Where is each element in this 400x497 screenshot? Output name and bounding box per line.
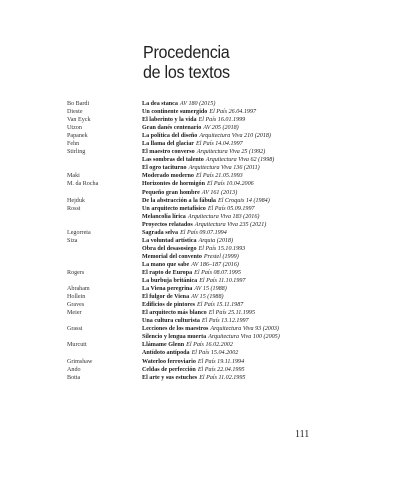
entry-source: Arquitectura Viva 136 (2011) bbox=[188, 165, 260, 172]
entry-source: El País 16.01.1999 bbox=[198, 117, 246, 124]
entry-source: El País 26.04.1997 bbox=[209, 109, 257, 116]
entry-source: El País 25.11.1995 bbox=[208, 310, 255, 317]
entry-source: El País 21.05.1993 bbox=[195, 173, 243, 180]
entry-author bbox=[67, 221, 142, 229]
entry-author: Botta bbox=[67, 374, 81, 381]
entry-title: Una cultura culturista bbox=[142, 318, 200, 325]
list-item bbox=[67, 301, 387, 309]
entry-title: De la abstracción a la fábula bbox=[142, 197, 216, 204]
entry-source: Arquitectura Viva 93 (2003) bbox=[210, 326, 279, 333]
entry-source: El País 08.07.1995 bbox=[194, 269, 241, 276]
entry-title: Proyectos relatados bbox=[142, 221, 193, 228]
entry-author: Fehn bbox=[67, 141, 80, 148]
entry-author bbox=[67, 245, 142, 253]
list-item bbox=[67, 124, 387, 132]
entry-author: Van Eyck bbox=[67, 117, 91, 124]
list-item bbox=[67, 285, 387, 293]
entry-title: El maestro converso bbox=[142, 149, 195, 156]
entry-title: Lecciones de los maestros bbox=[142, 326, 209, 333]
entry-author: Papanek bbox=[67, 133, 88, 140]
entry-source: Arquitectura Viva 25 (1992) bbox=[196, 149, 266, 156]
entry-title: Silencio y lengua muerta bbox=[142, 334, 207, 341]
entry-source: Arquitectura Viva 100 (2005) bbox=[208, 334, 280, 341]
entry-source: AV 186–187 (2016) bbox=[191, 261, 239, 268]
entry-author: Murcutt bbox=[67, 342, 87, 349]
entry-title: La mano que sabe bbox=[142, 261, 190, 268]
entry-work bbox=[142, 317, 387, 325]
entry-source: El País 11.02.1995 bbox=[199, 374, 246, 381]
entry-author: Maki bbox=[67, 173, 80, 180]
entry-work bbox=[142, 285, 387, 293]
entry-author bbox=[67, 261, 142, 269]
list-item bbox=[67, 317, 387, 325]
entry-source: El País 19.11.1994 bbox=[197, 358, 245, 365]
entry-work bbox=[142, 124, 387, 132]
entry-title: Waterloo ferroviario bbox=[142, 358, 196, 365]
entry-title: La dea stanca bbox=[142, 101, 178, 107]
entry-author: Dieste bbox=[67, 109, 83, 116]
entry-author: Rogers bbox=[67, 269, 85, 276]
entry-source: El País 14.04.1997 bbox=[195, 141, 243, 148]
entry-title: Moderado moderno bbox=[142, 173, 194, 180]
entry-work bbox=[142, 333, 387, 341]
list-item bbox=[67, 325, 387, 333]
entry-source: Arquitectura Viva 210 (2018) bbox=[199, 133, 271, 140]
entry-work bbox=[142, 164, 387, 172]
entry-source: AV 15 (1988) bbox=[194, 286, 227, 293]
entry-author: Legorreta bbox=[67, 229, 91, 236]
entry-source: El País 15.10.1993 bbox=[198, 245, 246, 252]
entry-work bbox=[142, 180, 387, 188]
entry-source: El País 09.07.1994 bbox=[180, 229, 227, 236]
list-item bbox=[67, 253, 387, 261]
list-item bbox=[67, 221, 387, 229]
entry-author bbox=[67, 164, 142, 172]
sources-list bbox=[67, 100, 387, 382]
list-item bbox=[67, 213, 387, 221]
entry-title: Sagrada selva bbox=[142, 229, 179, 236]
entry-author bbox=[67, 349, 142, 357]
list-item bbox=[67, 269, 387, 277]
entry-source: AV 15 (1988) bbox=[191, 294, 224, 301]
entry-author: Grassi bbox=[67, 326, 83, 333]
entry-title: La burbuja británica bbox=[142, 278, 198, 285]
entry-work bbox=[142, 116, 387, 124]
entry-source: Arquitectura Viva 183 (2016) bbox=[187, 213, 260, 220]
list-item bbox=[67, 197, 387, 205]
entry-work bbox=[142, 309, 387, 317]
entry-work bbox=[142, 140, 387, 148]
entry-work bbox=[142, 349, 387, 357]
list-item bbox=[67, 108, 387, 116]
entry-author bbox=[67, 253, 142, 261]
entry-author: Grimshaw bbox=[67, 358, 93, 365]
entry-work bbox=[142, 197, 387, 205]
entry-author: Rossi bbox=[67, 205, 81, 212]
list-item bbox=[67, 374, 387, 382]
entry-source: El País 16.02.2002 bbox=[186, 342, 233, 349]
entry-author bbox=[67, 156, 142, 164]
entry-source: El País 22.04.1995 bbox=[197, 366, 245, 373]
list-item bbox=[67, 237, 387, 245]
entry-title: El arquitecto más blanco bbox=[142, 310, 207, 317]
entry-title: Antídoto antípoda bbox=[142, 350, 190, 357]
entry-author: Siza bbox=[67, 237, 78, 244]
entry-source: El País 10.04.2006 bbox=[206, 181, 254, 188]
entry-source: AV 161 (2013) bbox=[201, 189, 238, 196]
entry-work bbox=[142, 132, 387, 140]
entry-author: Bo Bardi bbox=[67, 101, 90, 107]
entry-author bbox=[67, 333, 142, 341]
entry-work bbox=[142, 213, 387, 221]
entry-author bbox=[67, 213, 142, 221]
page-number: 111 bbox=[295, 429, 310, 440]
entry-work bbox=[142, 277, 387, 285]
entry-work bbox=[142, 245, 387, 253]
entry-work bbox=[142, 189, 387, 197]
entry-source: El País 13.12.1997 bbox=[201, 318, 249, 325]
entry-work bbox=[142, 221, 387, 229]
list-item bbox=[67, 349, 387, 357]
entry-author: Hollein bbox=[67, 294, 86, 301]
entry-work bbox=[142, 229, 387, 237]
entry-work bbox=[142, 325, 387, 333]
entry-title: El ogro taciturno bbox=[142, 165, 187, 172]
entry-author: Hejduk bbox=[67, 197, 85, 204]
entry-title: Memorial del convento bbox=[142, 253, 202, 260]
list-item bbox=[67, 180, 387, 188]
entry-author: Stirling bbox=[67, 149, 86, 156]
entry-title: El fulgor de Viena bbox=[142, 294, 190, 301]
entry-title: La Viena peregrina bbox=[142, 286, 193, 293]
entry-title: Un arquitecto metafísico bbox=[142, 205, 206, 212]
entry-source: Arquia (2018) bbox=[198, 237, 233, 244]
page-title-line-1: Procedencia bbox=[143, 42, 230, 62]
entry-source: Arquitectura Viva 235 (2021) bbox=[194, 221, 267, 228]
list-item bbox=[67, 333, 387, 341]
entry-title: El rapto de Europa bbox=[142, 269, 193, 276]
entry-title: Pequeño gran hombre bbox=[142, 189, 200, 196]
entry-work bbox=[142, 341, 387, 349]
entry-source: Prestel (1999) bbox=[203, 253, 239, 260]
list-item bbox=[67, 293, 387, 301]
entry-title: Obra del desasosiego bbox=[142, 245, 197, 252]
list-item bbox=[67, 205, 387, 213]
entry-author: Meier bbox=[67, 310, 82, 317]
entry-title: Un continente sumergido bbox=[142, 109, 208, 116]
entry-source: El País 15.11.1987 bbox=[197, 302, 244, 309]
entry-author bbox=[67, 189, 142, 197]
entry-title: La voluntad artística bbox=[142, 237, 197, 244]
entry-work bbox=[142, 148, 387, 156]
entry-title: Melancolía lírica bbox=[142, 213, 186, 220]
list-item bbox=[67, 229, 387, 237]
entry-work bbox=[142, 100, 387, 108]
list-item bbox=[67, 156, 387, 164]
entry-work bbox=[142, 253, 387, 261]
entry-work bbox=[142, 205, 387, 213]
entry-work bbox=[142, 172, 387, 180]
entry-title: La política del diseño bbox=[142, 133, 198, 140]
entry-work bbox=[142, 358, 387, 366]
list-item bbox=[67, 341, 387, 349]
list-item bbox=[67, 261, 387, 269]
list-item bbox=[67, 100, 387, 108]
entry-title: El arte y sus estuches bbox=[142, 374, 198, 381]
entry-work bbox=[142, 374, 387, 382]
entry-source: El País 05.09.1997 bbox=[207, 205, 255, 212]
entry-source: El País 11.10.1997 bbox=[199, 278, 246, 285]
entry-author: Abraham bbox=[67, 286, 90, 293]
list-item bbox=[67, 366, 387, 374]
entry-title: El laberinto y la vida bbox=[142, 117, 197, 124]
entry-title: Edificios de pintores bbox=[142, 302, 196, 309]
list-item bbox=[67, 309, 387, 317]
entry-author: Graves bbox=[67, 302, 85, 309]
entry-title: La llama del glaciar bbox=[142, 141, 194, 148]
entry-author: Utzon bbox=[67, 125, 82, 132]
entry-source: Arquitectura Viva 62 (1998) bbox=[205, 157, 275, 164]
entry-work bbox=[142, 261, 387, 269]
entry-title: Gran danés centenario bbox=[142, 125, 202, 132]
entry-work bbox=[142, 237, 387, 245]
list-item bbox=[67, 189, 387, 197]
list-item bbox=[67, 245, 387, 253]
entry-work bbox=[142, 269, 387, 277]
entry-author: M. da Rocha bbox=[67, 181, 99, 188]
entry-source: AV 180 (2015) bbox=[179, 101, 216, 107]
entry-author bbox=[67, 317, 142, 325]
list-item bbox=[67, 164, 387, 172]
entry-title: Celdas de perfección bbox=[142, 366, 196, 373]
entry-title: Horizontes de hormigón bbox=[142, 181, 205, 188]
list-item bbox=[67, 116, 387, 124]
page-title bbox=[143, 42, 364, 82]
list-item bbox=[67, 358, 387, 366]
list-item bbox=[67, 132, 387, 140]
page-title-line-2: de los textos bbox=[143, 62, 230, 82]
entry-title: Llámame Glenn bbox=[142, 342, 185, 349]
entry-author bbox=[67, 277, 142, 285]
entry-work bbox=[142, 293, 387, 301]
list-item bbox=[67, 148, 387, 156]
entry-work bbox=[142, 366, 387, 374]
entry-work bbox=[142, 301, 387, 309]
entry-source: El País 15.04.2002 bbox=[191, 350, 239, 357]
list-item bbox=[67, 277, 387, 285]
entry-source: AV 205 (2018) bbox=[203, 125, 239, 132]
list-item bbox=[67, 140, 387, 148]
entry-work bbox=[142, 108, 387, 116]
entry-source: El Croquis 14 (1984) bbox=[217, 197, 270, 204]
entry-author: Ando bbox=[67, 366, 81, 373]
list-item bbox=[67, 172, 387, 180]
entry-title: Las sombras del talento bbox=[142, 157, 204, 164]
entry-work bbox=[142, 156, 387, 164]
